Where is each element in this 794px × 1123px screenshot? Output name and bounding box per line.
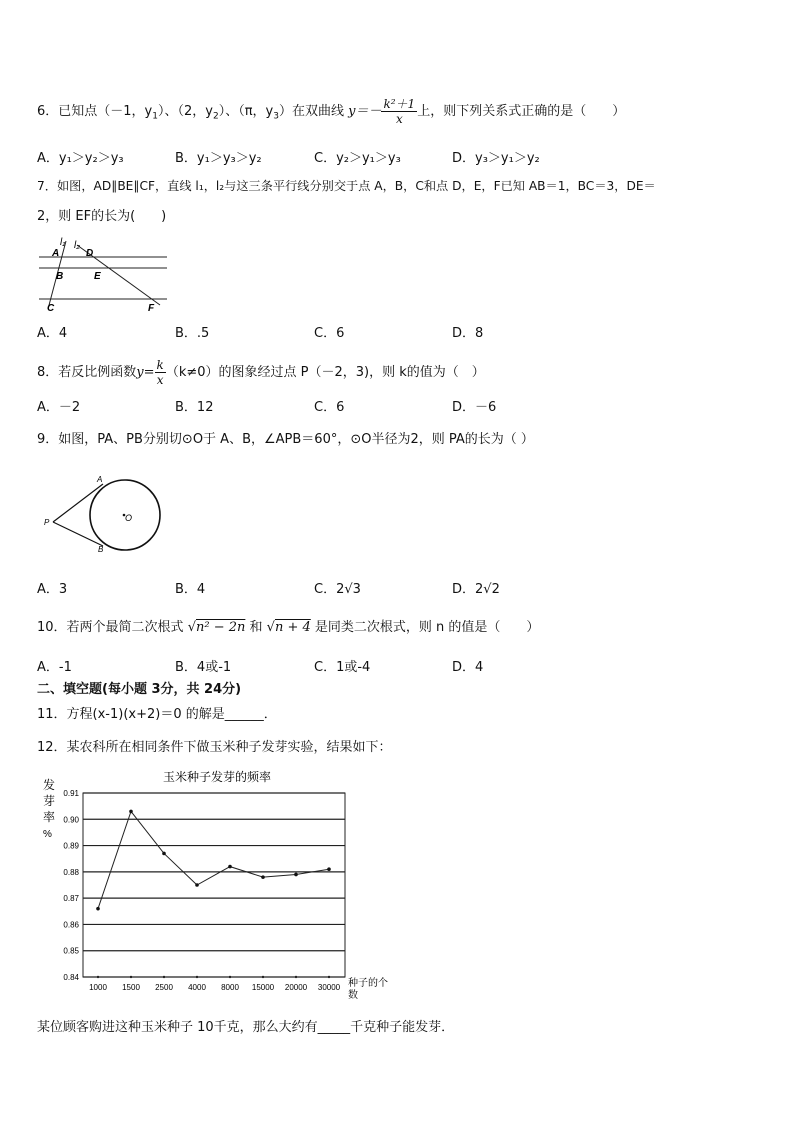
section-heading: 二、填空题(每小题 3分，共 24分) xyxy=(37,682,242,697)
q7-label-b: B xyxy=(56,271,64,282)
q6-option-b[interactable]: B．y₁＞y₃＞y₂ xyxy=(175,151,262,166)
chart-frame xyxy=(83,793,345,977)
q9-option-d[interactable]: D．2√2 xyxy=(452,582,500,597)
chart-ylabel-char: 发 xyxy=(43,778,56,792)
q10-option-c[interactable]: C．1或-4 xyxy=(314,660,371,675)
chart-series-line xyxy=(98,811,329,908)
q7-option-c[interactable]: C．6 xyxy=(314,326,345,341)
q7-option-d[interactable]: D．8 xyxy=(452,326,484,341)
chart-xtick-label: 2500 xyxy=(155,983,173,992)
q8-option-a[interactable]: A．－2 xyxy=(37,400,81,415)
q10-radical-2: √n + 4 xyxy=(266,620,311,635)
chart-data-point xyxy=(195,883,199,887)
chart-xtick-label: 20000 xyxy=(284,983,308,992)
chart-xtick-label: 15000 xyxy=(251,983,275,992)
q6-option-d[interactable]: D．y₃＞y₁＞y₂ xyxy=(452,151,540,166)
chart-data-point xyxy=(294,873,298,877)
q10-stem: 10．若两个最简二次根式 √n² − 2n 和 √n + 4 是同类二次根式，则 n 的值是（ ） xyxy=(37,620,540,635)
chart-ytick-label: 0.91 xyxy=(63,789,79,798)
q9-label-a: A xyxy=(97,475,103,484)
chart-xtick-mark xyxy=(262,976,264,978)
q6-option-c[interactable]: C．y₂＞y₁＞y₃ xyxy=(314,151,401,166)
q6-stem: 6．已知点（－1，$y_1$）、（2，$y_2$）、（π，$y_3$）在双曲线 y＝－ $\frac{\text{k²＋1}}{x}$ 上，则下列关系式正确的是（ ） xyxy=(37,97,626,126)
q12-followup: 某位顾客购进这种玉米种子 10千克，那么大约有_____千克种子能发芽． xyxy=(37,1020,455,1035)
chart-data-point xyxy=(96,907,100,911)
q10-option-a[interactable]: A．-1 xyxy=(37,660,72,675)
chart-ytick-label: 0.90 xyxy=(63,815,79,825)
chart-ylabel xyxy=(43,777,55,840)
chart-xtick-label: 30000 xyxy=(317,983,341,992)
chart-data-point xyxy=(261,875,265,879)
q11-stem: 11．方程(x-1)(x+2)＝0 的解是______． xyxy=(37,707,277,722)
chart-ytick-label: 0.88 xyxy=(63,867,79,877)
chart-data-point xyxy=(327,867,331,871)
q9-label-b: B xyxy=(98,545,104,554)
q8-option-d[interactable]: D．－6 xyxy=(452,400,497,415)
q7-label-e: E xyxy=(94,271,101,282)
chart-xlabel-line1: 种子的个 xyxy=(348,978,388,989)
q7-stem-line2: 2，则 EF的长为( ) xyxy=(37,209,167,224)
q8-fraction: $\frac{k}{x}$ xyxy=(156,358,164,387)
q9-option-a[interactable]: A．3 xyxy=(37,582,68,597)
q8-option-b[interactable]: B．12 xyxy=(175,400,214,415)
chart-xtick-label: 8000 xyxy=(221,983,239,992)
chart-ylabel-char: 芽 xyxy=(43,794,56,808)
q7-stem-line1: 7．如图，AD∥BE∥CF，直线 l₁，l₂与这三条平行线分别交于点 A，B，C和点 D，E，F已知 AB＝1，BC＝3，DE＝ xyxy=(37,179,656,193)
q9-option-b[interactable]: B．4 xyxy=(175,582,206,597)
q8-stem: 8．若反比例函数y= $\frac{k}{x}$ （k≠0）的图象经过点 P（－2，3)，则 k的值为（ ） xyxy=(37,358,485,387)
chart-ylabel-char: 率 xyxy=(43,810,56,824)
chart-xtick-mark xyxy=(229,976,231,978)
q7-label-l1: l₁ xyxy=(60,237,66,248)
germination-chart xyxy=(35,765,415,1005)
q12-stem: 12．某农科所在相同条件下做玉米种子发芽实验，结果如下： xyxy=(37,740,392,755)
chart-data-point xyxy=(228,865,232,869)
q6-formula-lhs: y＝－ xyxy=(348,104,382,119)
q7-option-b[interactable]: B．.5 xyxy=(175,326,210,341)
chart-title: 玉米种子发芽的频率 xyxy=(162,770,272,784)
chart-xtick-mark xyxy=(97,976,99,978)
chart-ytick-label: 0.87 xyxy=(63,894,79,904)
q9-stem: 9．如图，PA、PB分别切⊙O于 A、B，∠APB＝60°，⊙O半径为2，则 PA的长为（ ） xyxy=(37,432,534,447)
chart-ytick-label: 0.86 xyxy=(63,920,79,930)
chart-xlabel-line2: 数 xyxy=(348,990,358,1001)
q7-figure xyxy=(35,235,170,315)
q10-option-b[interactable]: B．4或-1 xyxy=(175,660,232,675)
chart-xtick-mark xyxy=(196,976,198,978)
q9-label-p: P xyxy=(44,518,50,527)
chart-ytick-label: 0.84 xyxy=(63,973,79,982)
chart-ytick-label: 0.89 xyxy=(63,841,79,851)
q9-figure xyxy=(40,470,170,558)
q7-label-f: F xyxy=(148,303,155,314)
q6-option-a[interactable]: A．y₁＞y₂＞y₃ xyxy=(37,151,124,166)
q9-option-c[interactable]: C．2√3 xyxy=(314,582,361,597)
chart-data-point xyxy=(162,852,166,856)
q10-option-d[interactable]: D．4 xyxy=(452,660,484,675)
q8-option-c[interactable]: C．6 xyxy=(314,400,345,415)
q9-label-o: O xyxy=(125,513,133,523)
q7-label-c: C xyxy=(47,303,55,314)
chart-xtick-label: 1000 xyxy=(89,983,107,992)
q7-label-d: D xyxy=(86,248,94,259)
q7-option-a[interactable]: A．4 xyxy=(37,326,68,341)
q7-label-a: A xyxy=(52,248,60,259)
chart-xtick-mark xyxy=(130,976,132,978)
chart-xtick-label: 1500 xyxy=(122,983,140,992)
chart-xtick-mark xyxy=(295,976,297,978)
chart-ylabel-char: % xyxy=(43,829,52,840)
q10-radical-1: √n² − 2n xyxy=(187,620,246,635)
chart-ytick-label: 0.85 xyxy=(63,946,79,956)
q7-label-l2: l₂ xyxy=(74,240,81,251)
chart-xtick-mark xyxy=(328,976,330,978)
q6-fraction: $\frac{\text{k²＋1}}{x}$ xyxy=(383,97,416,126)
chart-xtick-label: 4000 xyxy=(188,983,206,992)
chart-data-point xyxy=(129,810,133,814)
chart-xtick-mark xyxy=(163,976,165,978)
